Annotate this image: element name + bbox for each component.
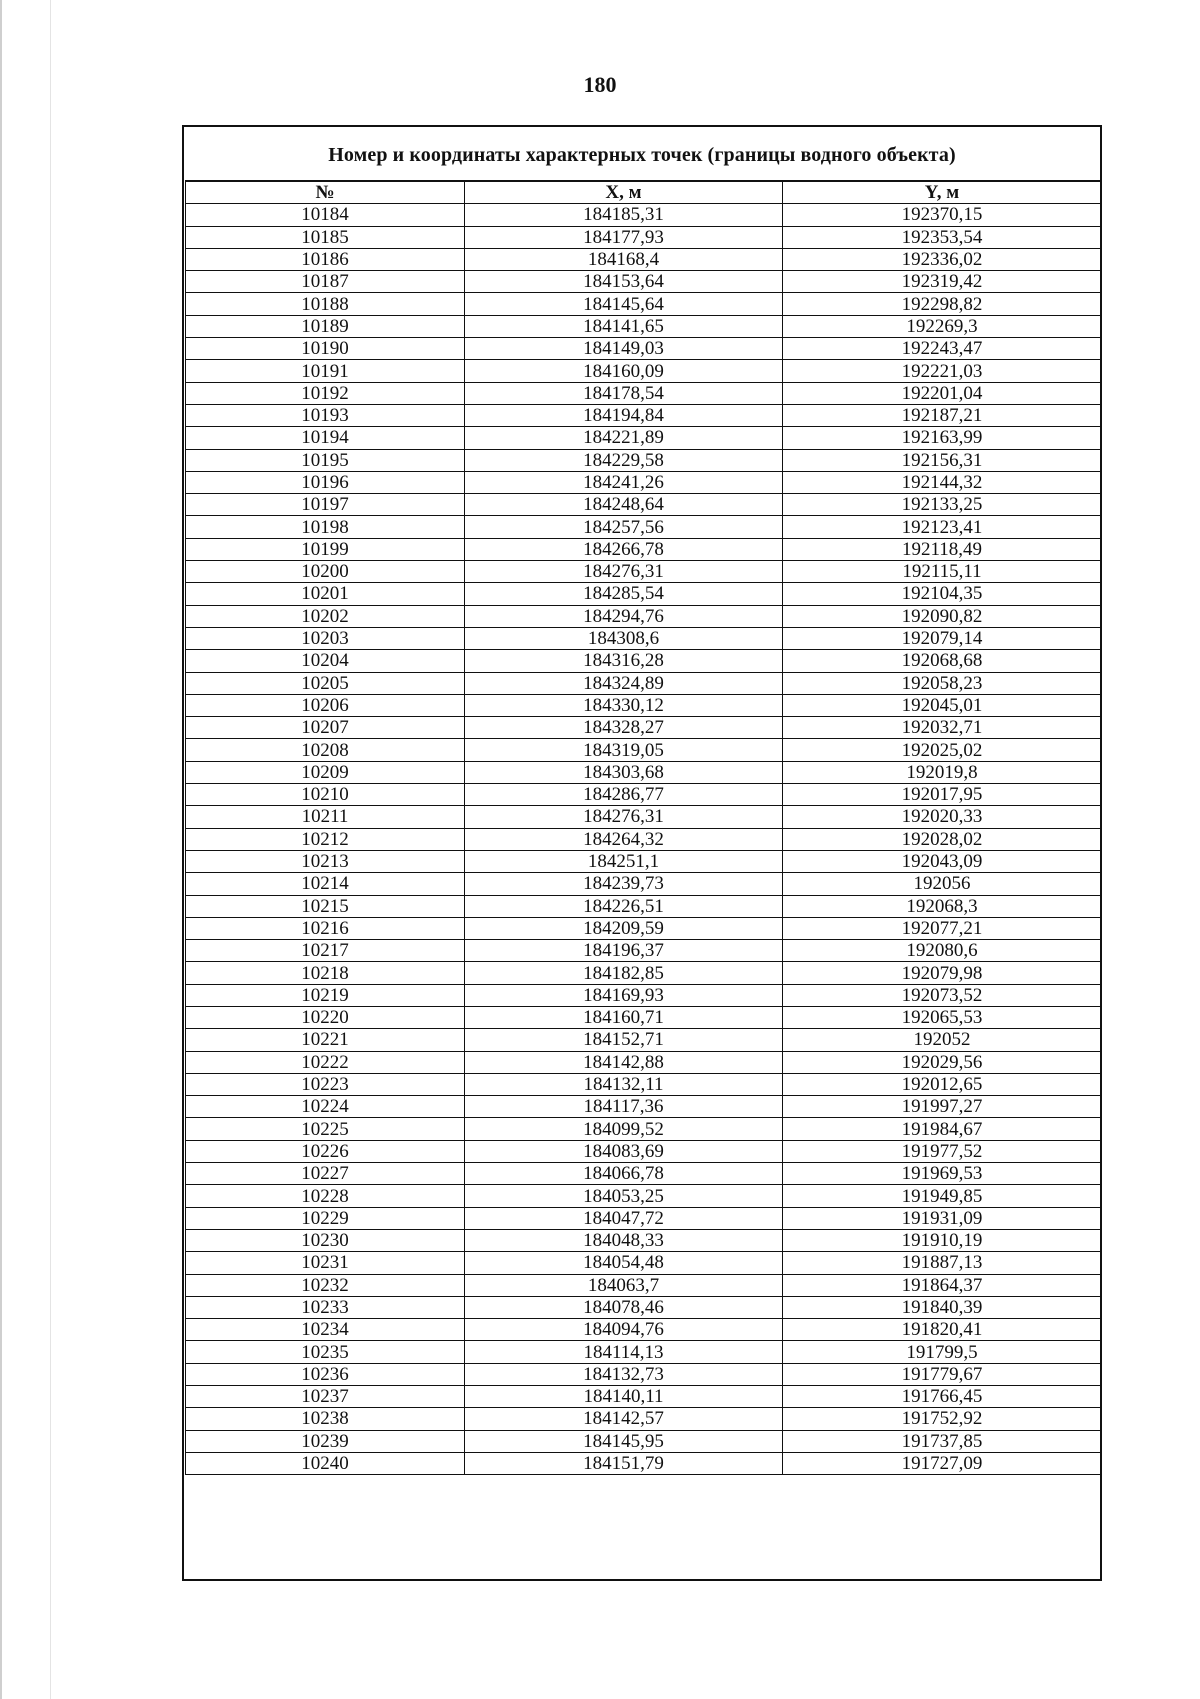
y-coordinate-cell: 192012,65 [783, 1073, 1102, 1095]
table-row [186, 516, 1102, 538]
x-coordinate-cell: 184054,48 [465, 1252, 783, 1274]
x-coordinate-cell: 184294,76 [465, 605, 783, 627]
x-coordinate-cell: 184285,54 [465, 583, 783, 605]
table-row [186, 315, 1102, 337]
y-coordinate-cell: 192065,53 [783, 1006, 1102, 1028]
y-coordinate-cell: 192020,33 [783, 806, 1102, 828]
point-number-cell: 10223 [186, 1073, 465, 1095]
table-row [186, 271, 1102, 293]
point-number-cell: 10239 [186, 1430, 465, 1452]
x-coordinate-cell: 184177,93 [465, 226, 783, 248]
y-coordinate-cell: 192077,21 [783, 917, 1102, 939]
table-row [186, 672, 1102, 694]
y-coordinate-cell: 192017,95 [783, 784, 1102, 806]
point-number-cell: 10216 [186, 917, 465, 939]
y-coordinate-cell: 192104,35 [783, 583, 1102, 605]
point-number-cell: 10222 [186, 1051, 465, 1073]
coordinates-table-frame [182, 125, 1102, 1581]
table-row [186, 1096, 1102, 1118]
x-coordinate-cell: 184117,36 [465, 1096, 783, 1118]
x-coordinate-cell: 184194,84 [465, 404, 783, 426]
x-coordinate-cell: 184178,54 [465, 382, 783, 404]
x-coordinate-cell: 184196,37 [465, 940, 783, 962]
point-number-cell: 10185 [186, 226, 465, 248]
y-coordinate-cell: 191997,27 [783, 1096, 1102, 1118]
table-row [186, 1140, 1102, 1162]
table-row [186, 605, 1102, 627]
table-row [186, 650, 1102, 672]
y-coordinate-cell: 192073,52 [783, 984, 1102, 1006]
table-row [186, 1452, 1102, 1474]
x-coordinate-cell: 184239,73 [465, 873, 783, 895]
point-number-cell: 10209 [186, 761, 465, 783]
point-number-cell: 10210 [186, 784, 465, 806]
table-row [186, 338, 1102, 360]
y-coordinate-cell: 192058,23 [783, 672, 1102, 694]
column-header-x: X, м [465, 181, 783, 204]
x-coordinate-cell: 184185,31 [465, 204, 783, 226]
table-row [186, 1073, 1102, 1095]
table-row [186, 694, 1102, 716]
x-coordinate-cell: 184276,31 [465, 806, 783, 828]
y-coordinate-cell: 192118,49 [783, 538, 1102, 560]
x-coordinate-cell: 184308,6 [465, 627, 783, 649]
y-coordinate-cell: 192115,11 [783, 561, 1102, 583]
table-row [186, 1363, 1102, 1385]
table-row [186, 828, 1102, 850]
x-coordinate-cell: 184094,76 [465, 1319, 783, 1341]
point-number-cell: 10238 [186, 1408, 465, 1430]
table-row [186, 360, 1102, 382]
point-number-cell: 10226 [186, 1140, 465, 1162]
point-number-cell: 10218 [186, 962, 465, 984]
point-number-cell: 10212 [186, 828, 465, 850]
y-coordinate-cell: 192319,42 [783, 271, 1102, 293]
table-row [186, 1229, 1102, 1251]
x-coordinate-cell: 184066,78 [465, 1163, 783, 1185]
page-number: 180 [583, 72, 617, 97]
point-number-cell: 10234 [186, 1319, 465, 1341]
table-row [186, 1386, 1102, 1408]
point-number-cell: 10230 [186, 1229, 465, 1251]
point-number-cell: 10201 [186, 583, 465, 605]
point-number-cell: 10231 [186, 1252, 465, 1274]
y-coordinate-cell: 192080,6 [783, 940, 1102, 962]
y-coordinate-cell: 192353,54 [783, 226, 1102, 248]
x-coordinate-cell: 184099,52 [465, 1118, 783, 1140]
x-coordinate-cell: 184048,33 [465, 1229, 783, 1251]
table-row [186, 850, 1102, 872]
y-coordinate-cell: 192187,21 [783, 404, 1102, 426]
y-coordinate-cell: 191840,39 [783, 1296, 1102, 1318]
table-row [186, 1118, 1102, 1140]
scan-margin-line [50, 0, 51, 1699]
x-coordinate-cell: 184053,25 [465, 1185, 783, 1207]
coordinates-table [185, 180, 1102, 1475]
column-header-y: Y, м [783, 181, 1102, 204]
x-coordinate-cell: 184182,85 [465, 962, 783, 984]
table-row [186, 940, 1102, 962]
x-coordinate-cell: 184286,77 [465, 784, 783, 806]
point-number-cell: 10237 [186, 1386, 465, 1408]
table-row [186, 248, 1102, 270]
x-coordinate-cell: 184114,13 [465, 1341, 783, 1363]
point-number-cell: 10227 [186, 1163, 465, 1185]
x-coordinate-cell: 184132,73 [465, 1363, 783, 1385]
point-number-cell: 10235 [186, 1341, 465, 1363]
y-coordinate-cell: 192163,99 [783, 427, 1102, 449]
y-coordinate-cell: 191977,52 [783, 1140, 1102, 1162]
table-title: Номер и координаты характерных точек (границы водного объекта) [328, 144, 956, 166]
x-coordinate-cell: 184142,88 [465, 1051, 783, 1073]
table-row [186, 1029, 1102, 1051]
y-coordinate-cell: 191910,19 [783, 1229, 1102, 1251]
x-coordinate-cell: 184316,28 [465, 650, 783, 672]
point-number-cell: 10200 [186, 561, 465, 583]
point-number-cell: 10186 [186, 248, 465, 270]
point-number-cell: 10240 [186, 1452, 465, 1474]
table-row [186, 1185, 1102, 1207]
y-coordinate-cell: 192243,47 [783, 338, 1102, 360]
x-coordinate-cell: 184248,64 [465, 494, 783, 516]
x-coordinate-cell: 184169,93 [465, 984, 783, 1006]
x-coordinate-cell: 184132,11 [465, 1073, 783, 1095]
table-row [186, 293, 1102, 315]
point-number-cell: 10193 [186, 404, 465, 426]
table-row [186, 1163, 1102, 1185]
table-row [186, 226, 1102, 248]
y-coordinate-cell: 192123,41 [783, 516, 1102, 538]
table-row [186, 1319, 1102, 1341]
column-header-number: № [186, 181, 465, 204]
table-row [186, 1274, 1102, 1296]
table-row [186, 538, 1102, 560]
x-coordinate-cell: 184330,12 [465, 694, 783, 716]
table-row [186, 382, 1102, 404]
x-coordinate-cell: 184257,56 [465, 516, 783, 538]
x-coordinate-cell: 184047,72 [465, 1207, 783, 1229]
scan-edge-line [0, 0, 2, 1699]
x-coordinate-cell: 184209,59 [465, 917, 783, 939]
y-coordinate-cell: 191752,92 [783, 1408, 1102, 1430]
x-coordinate-cell: 184145,64 [465, 293, 783, 315]
y-coordinate-cell: 192079,14 [783, 627, 1102, 649]
x-coordinate-cell: 184149,03 [465, 338, 783, 360]
x-coordinate-cell: 184319,05 [465, 739, 783, 761]
y-coordinate-cell: 192336,02 [783, 248, 1102, 270]
y-coordinate-cell: 192056 [783, 873, 1102, 895]
table-row [186, 761, 1102, 783]
x-coordinate-cell: 184063,7 [465, 1274, 783, 1296]
y-coordinate-cell: 192029,56 [783, 1051, 1102, 1073]
y-coordinate-cell: 191727,09 [783, 1452, 1102, 1474]
point-number-cell: 10199 [186, 538, 465, 560]
x-coordinate-cell: 184083,69 [465, 1140, 783, 1162]
point-number-cell: 10236 [186, 1363, 465, 1385]
x-coordinate-cell: 184078,46 [465, 1296, 783, 1318]
x-coordinate-cell: 184160,09 [465, 360, 783, 382]
table-row [186, 873, 1102, 895]
table-row [186, 583, 1102, 605]
x-coordinate-cell: 184160,71 [465, 1006, 783, 1028]
table-row [186, 1051, 1102, 1073]
table-row [186, 784, 1102, 806]
table-row [186, 427, 1102, 449]
point-number-cell: 10207 [186, 717, 465, 739]
table-row [186, 1207, 1102, 1229]
x-coordinate-cell: 184276,31 [465, 561, 783, 583]
y-coordinate-cell: 191984,67 [783, 1118, 1102, 1140]
point-number-cell: 10228 [186, 1185, 465, 1207]
point-number-cell: 10202 [186, 605, 465, 627]
point-number-cell: 10233 [186, 1296, 465, 1318]
x-coordinate-cell: 184140,11 [465, 1386, 783, 1408]
table-row [186, 561, 1102, 583]
point-number-cell: 10203 [186, 627, 465, 649]
y-coordinate-cell: 191799,5 [783, 1341, 1102, 1363]
y-coordinate-cell: 192221,03 [783, 360, 1102, 382]
point-number-cell: 10232 [186, 1274, 465, 1296]
table-row [186, 1341, 1102, 1363]
y-coordinate-cell: 192090,82 [783, 605, 1102, 627]
point-number-cell: 10229 [186, 1207, 465, 1229]
point-number-cell: 10224 [186, 1096, 465, 1118]
point-number-cell: 10184 [186, 204, 465, 226]
point-number-cell: 10196 [186, 471, 465, 493]
x-coordinate-cell: 184324,89 [465, 672, 783, 694]
x-coordinate-cell: 184152,71 [465, 1029, 783, 1051]
x-coordinate-cell: 184264,32 [465, 828, 783, 850]
point-number-cell: 10204 [186, 650, 465, 672]
y-coordinate-cell: 192019,8 [783, 761, 1102, 783]
table-row [186, 1296, 1102, 1318]
y-coordinate-cell: 192068,68 [783, 650, 1102, 672]
table-row [186, 449, 1102, 471]
y-coordinate-cell: 192133,25 [783, 494, 1102, 516]
table-row [186, 895, 1102, 917]
point-number-cell: 10191 [186, 360, 465, 382]
point-number-cell: 10215 [186, 895, 465, 917]
table-row [186, 494, 1102, 516]
point-number-cell: 10211 [186, 806, 465, 828]
table-row [186, 984, 1102, 1006]
table-row [186, 404, 1102, 426]
y-coordinate-cell: 192052 [783, 1029, 1102, 1051]
point-number-cell: 10219 [186, 984, 465, 1006]
y-coordinate-cell: 192032,71 [783, 717, 1102, 739]
x-coordinate-cell: 184151,79 [465, 1452, 783, 1474]
table-row [186, 1408, 1102, 1430]
table-row [186, 739, 1102, 761]
x-coordinate-cell: 184153,64 [465, 271, 783, 293]
y-coordinate-cell: 191887,13 [783, 1252, 1102, 1274]
table-row [186, 1430, 1102, 1452]
y-coordinate-cell: 192068,3 [783, 895, 1102, 917]
x-coordinate-cell: 184142,57 [465, 1408, 783, 1430]
x-coordinate-cell: 184168,4 [465, 248, 783, 270]
point-number-cell: 10198 [186, 516, 465, 538]
point-number-cell: 10197 [186, 494, 465, 516]
point-number-cell: 10205 [186, 672, 465, 694]
x-coordinate-cell: 184303,68 [465, 761, 783, 783]
y-coordinate-cell: 192144,32 [783, 471, 1102, 493]
x-coordinate-cell: 184221,89 [465, 427, 783, 449]
y-coordinate-cell: 191949,85 [783, 1185, 1102, 1207]
y-coordinate-cell: 192043,09 [783, 850, 1102, 872]
point-number-cell: 10189 [186, 315, 465, 337]
table-row [186, 627, 1102, 649]
table-row [186, 471, 1102, 493]
point-number-cell: 10220 [186, 1006, 465, 1028]
x-coordinate-cell: 184266,78 [465, 538, 783, 560]
y-coordinate-cell: 192201,04 [783, 382, 1102, 404]
point-number-cell: 10194 [186, 427, 465, 449]
point-number-cell: 10217 [186, 940, 465, 962]
x-coordinate-cell: 184241,26 [465, 471, 783, 493]
point-number-cell: 10187 [186, 271, 465, 293]
point-number-cell: 10195 [186, 449, 465, 471]
y-coordinate-cell: 191766,45 [783, 1386, 1102, 1408]
y-coordinate-cell: 192028,02 [783, 828, 1102, 850]
y-coordinate-cell: 191779,67 [783, 1363, 1102, 1385]
table-row [186, 962, 1102, 984]
y-coordinate-cell: 191864,37 [783, 1274, 1102, 1296]
point-number-cell: 10221 [186, 1029, 465, 1051]
point-number-cell: 10213 [186, 850, 465, 872]
x-coordinate-cell: 184229,58 [465, 449, 783, 471]
point-number-cell: 10214 [186, 873, 465, 895]
y-coordinate-cell: 192298,82 [783, 293, 1102, 315]
y-coordinate-cell: 191969,53 [783, 1163, 1102, 1185]
point-number-cell: 10206 [186, 694, 465, 716]
x-coordinate-cell: 184328,27 [465, 717, 783, 739]
y-coordinate-cell: 192156,31 [783, 449, 1102, 471]
y-coordinate-cell: 191737,85 [783, 1430, 1102, 1452]
table-header-row [186, 181, 1102, 204]
x-coordinate-cell: 184145,95 [465, 1430, 783, 1452]
table-row [186, 717, 1102, 739]
x-coordinate-cell: 184226,51 [465, 895, 783, 917]
table-row [186, 917, 1102, 939]
y-coordinate-cell: 192045,01 [783, 694, 1102, 716]
x-coordinate-cell: 184251,1 [465, 850, 783, 872]
point-number-cell: 10188 [186, 293, 465, 315]
table-row [186, 1252, 1102, 1274]
y-coordinate-cell: 191820,41 [783, 1319, 1102, 1341]
point-number-cell: 10225 [186, 1118, 465, 1140]
table-row [186, 1006, 1102, 1028]
table-row [186, 204, 1102, 226]
point-number-cell: 10208 [186, 739, 465, 761]
point-number-cell: 10190 [186, 338, 465, 360]
y-coordinate-cell: 192025,02 [783, 739, 1102, 761]
y-coordinate-cell: 191931,09 [783, 1207, 1102, 1229]
x-coordinate-cell: 184141,65 [465, 315, 783, 337]
table-row [186, 806, 1102, 828]
table-body [186, 204, 1102, 1475]
y-coordinate-cell: 192370,15 [783, 204, 1102, 226]
y-coordinate-cell: 192079,98 [783, 962, 1102, 984]
point-number-cell: 10192 [186, 382, 465, 404]
y-coordinate-cell: 192269,3 [783, 315, 1102, 337]
